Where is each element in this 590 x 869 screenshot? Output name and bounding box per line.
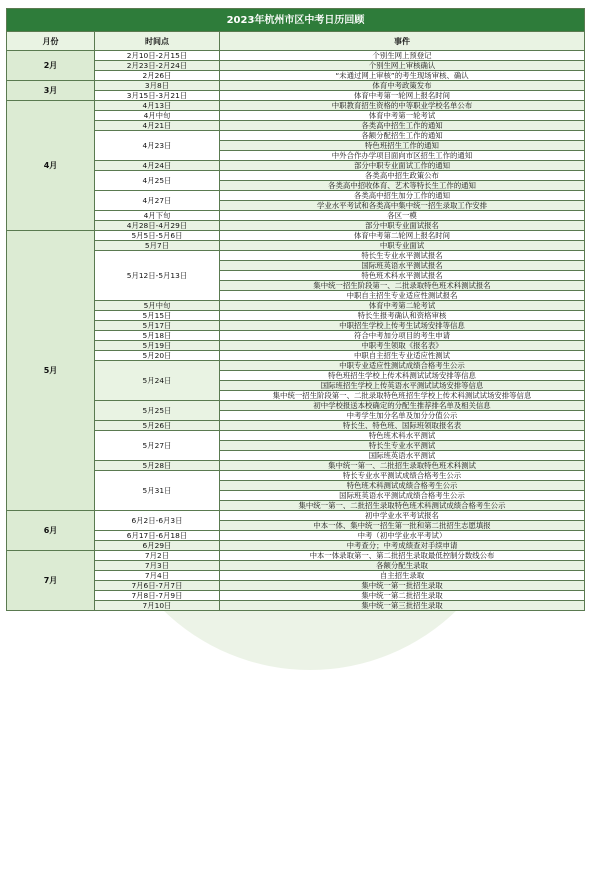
- event-cell: 集中统一招生阶段第一、二批录取特色班术科测试报名: [220, 281, 585, 291]
- event-cell: 中本一体、集中统一招生第一批和第二批招生志愿填报: [220, 521, 585, 531]
- month-cell: 5月: [7, 231, 95, 511]
- time-cell: 7月10日: [95, 601, 220, 611]
- time-cell: 5月17日: [95, 321, 220, 331]
- header-time: 时间点: [95, 32, 220, 51]
- event-cell: 特色班术科水平测试报名: [220, 271, 585, 281]
- time-cell: 5月20日: [95, 351, 220, 361]
- time-cell: 5月31日: [95, 471, 220, 511]
- time-cell: 5月19日: [95, 341, 220, 351]
- event-cell: 特长生报考确认和资格审核: [220, 311, 585, 321]
- event-cell: 体育中考政策发布: [220, 81, 585, 91]
- event-cell: 中职专业面试: [220, 241, 585, 251]
- time-cell: 5月15日: [95, 311, 220, 321]
- event-cell: 部分中职专业面试工作的通知: [220, 161, 585, 171]
- time-cell: 5月28日: [95, 461, 220, 471]
- event-cell: 国际班英语水平测试报名: [220, 261, 585, 271]
- month-cell: 6月: [7, 511, 95, 551]
- event-cell: 各类高中招生加分工作的通知: [220, 191, 585, 201]
- time-cell: 7月4日: [95, 571, 220, 581]
- time-cell: 4月27日: [95, 191, 220, 211]
- event-cell: 体育中考第二轮考试: [220, 301, 585, 311]
- time-cell: 5月18日: [95, 331, 220, 341]
- time-cell: 6月17日-6月18日: [95, 531, 220, 541]
- event-cell: 初中学校报送本校确定的分配生推荐排名单及相关信息: [220, 401, 585, 411]
- time-cell: 5月24日: [95, 361, 220, 401]
- event-cell: 特色班招生学校上传术科测试试场安排等信息: [220, 371, 585, 381]
- time-cell: 3月15日-3月21日: [95, 91, 220, 101]
- event-cell: 特长生、特色班、国际班领取报名表: [220, 421, 585, 431]
- event-cell: 个别生网上审核确认: [220, 61, 585, 71]
- event-cell: 中职自主招生专业适应性测试报名: [220, 291, 585, 301]
- event-cell: 集中统一第三批招生录取: [220, 601, 585, 611]
- month-cell: 4月: [7, 101, 95, 231]
- event-cell: 个别生网上预登记: [220, 51, 585, 61]
- event-cell: 各区一模: [220, 211, 585, 221]
- time-cell: 7月8日-7月9日: [95, 591, 220, 601]
- event-cell: 国际班招生学校上传英语水平测试试场安排等信息: [220, 381, 585, 391]
- event-cell: 体育中考第一轮考试: [220, 111, 585, 121]
- event-cell: 中职自主招生专业适应性测试: [220, 351, 585, 361]
- event-cell: 中考（初中学业水平考试）: [220, 531, 585, 541]
- event-cell: 集中统一第一、二批招生录取特色班术科测试: [220, 461, 585, 471]
- time-cell: 4月23日: [95, 131, 220, 161]
- time-cell: 5月7日: [95, 241, 220, 251]
- event-cell: 各额分配生录取: [220, 561, 585, 571]
- time-cell: 5月中旬: [95, 301, 220, 311]
- time-cell: 6月29日: [95, 541, 220, 551]
- event-cell: 集中统一第一、二批招生录取特色班术科测试成绩合格考生公示: [220, 501, 585, 511]
- time-cell: 2月10日-2月15日: [95, 51, 220, 61]
- time-cell: 4月24日: [95, 161, 220, 171]
- event-cell: 中外合作办学项目面向市区招生工作的通知: [220, 151, 585, 161]
- time-cell: 2月23日-2月24日: [95, 61, 220, 71]
- event-cell: 符合中考加分项目的考生申请: [220, 331, 585, 341]
- event-cell: 中考查分；中考成绩查对手续申请: [220, 541, 585, 551]
- time-cell: 5月25日: [95, 401, 220, 421]
- event-cell: 特色班招生工作的通知: [220, 141, 585, 151]
- event-cell: 特长生专业水平测试: [220, 441, 585, 451]
- time-cell: 5月5日-5月6日: [95, 231, 220, 241]
- event-cell: 各类高中招生工作的通知: [220, 121, 585, 131]
- table-row: [7, 231, 585, 241]
- event-cell: 集中统一第一批招生录取: [220, 581, 585, 591]
- time-cell: 4月下旬: [95, 211, 220, 221]
- time-cell: 2月26日: [95, 71, 220, 81]
- time-cell: 7月6日-7月7日: [95, 581, 220, 591]
- event-cell: 中考学生加分名单及加分分值公示: [220, 411, 585, 421]
- table-row: [7, 551, 585, 561]
- event-cell: 国际班英语水平测试成绩合格考生公示: [220, 491, 585, 501]
- time-cell: 3月8日: [95, 81, 220, 91]
- event-cell: 各类高中招生政策公布: [220, 171, 585, 181]
- time-cell: 7月3日: [95, 561, 220, 571]
- table-row: [7, 101, 585, 111]
- time-cell: 5月27日: [95, 431, 220, 461]
- event-cell: 体育中考第二轮网上报名时间: [220, 231, 585, 241]
- time-cell: 5月12日-5月13日: [95, 251, 220, 301]
- page-title: 2023年杭州市区中考日历回顾: [7, 9, 585, 32]
- event-cell: 特色班术科测试成绩合格考生公示: [220, 481, 585, 491]
- event-cell: 学业水平考试和各类高中集中统一招生录取工作安排: [220, 201, 585, 211]
- time-cell: 4月13日: [95, 101, 220, 111]
- time-cell: 4月25日: [95, 171, 220, 191]
- event-cell: 自主招生录取: [220, 571, 585, 581]
- event-cell: 中职考生领取《报名表》: [220, 341, 585, 351]
- event-cell: 国际班英语水平测试: [220, 451, 585, 461]
- time-cell: 4月中旬: [95, 111, 220, 121]
- event-cell: 体育中考第一轮网上报名时间: [220, 91, 585, 101]
- month-cell: 7月: [7, 551, 95, 611]
- event-cell: 集中统一招生阶段第一、二批录取特色班招生学校上传术科测试试场安排等信息: [220, 391, 585, 401]
- event-cell: 特长生专业水平测试报名: [220, 251, 585, 261]
- table-row: [7, 51, 585, 61]
- event-cell: 特色班术科水平测试: [220, 431, 585, 441]
- month-cell: 2月: [7, 51, 95, 81]
- header-month: 月份: [7, 32, 95, 51]
- time-cell: 7月2日: [95, 551, 220, 561]
- event-cell: 初中学业水平考试报名: [220, 511, 585, 521]
- table-row: [7, 511, 585, 521]
- header-event: 事件: [220, 32, 585, 51]
- month-cell: 3月: [7, 81, 95, 101]
- table-row: [7, 81, 585, 91]
- event-cell: 中职专业适应性测试成绩合格考生公示: [220, 361, 585, 371]
- event-cell: 中本一体录取第一、第二批招生录取最低控制分数线公布: [220, 551, 585, 561]
- calendar-table: [6, 8, 585, 611]
- event-cell: 各额分配招生工作的通知: [220, 131, 585, 141]
- time-cell: 4月28日-4月29日: [95, 221, 220, 231]
- event-cell: 集中统一第二批招生录取: [220, 591, 585, 601]
- event-cell: 特长专业水平测试成绩合格考生公示: [220, 471, 585, 481]
- event-cell: 中职教育招生资格的中等职业学校名单公布: [220, 101, 585, 111]
- event-cell: 部分中职专业面试报名: [220, 221, 585, 231]
- event-cell: “未通过网上审核”的考生现场审核、确认: [220, 71, 585, 81]
- calendar-table-container: [6, 8, 584, 611]
- event-cell: 中职招生学校上传考生试场安排等信息: [220, 321, 585, 331]
- event-cell: 各类高中招收体育、艺术等特长生工作的通知: [220, 181, 585, 191]
- time-cell: 4月21日: [95, 121, 220, 131]
- time-cell: 6月2日-6月3日: [95, 511, 220, 531]
- time-cell: 5月26日: [95, 421, 220, 431]
